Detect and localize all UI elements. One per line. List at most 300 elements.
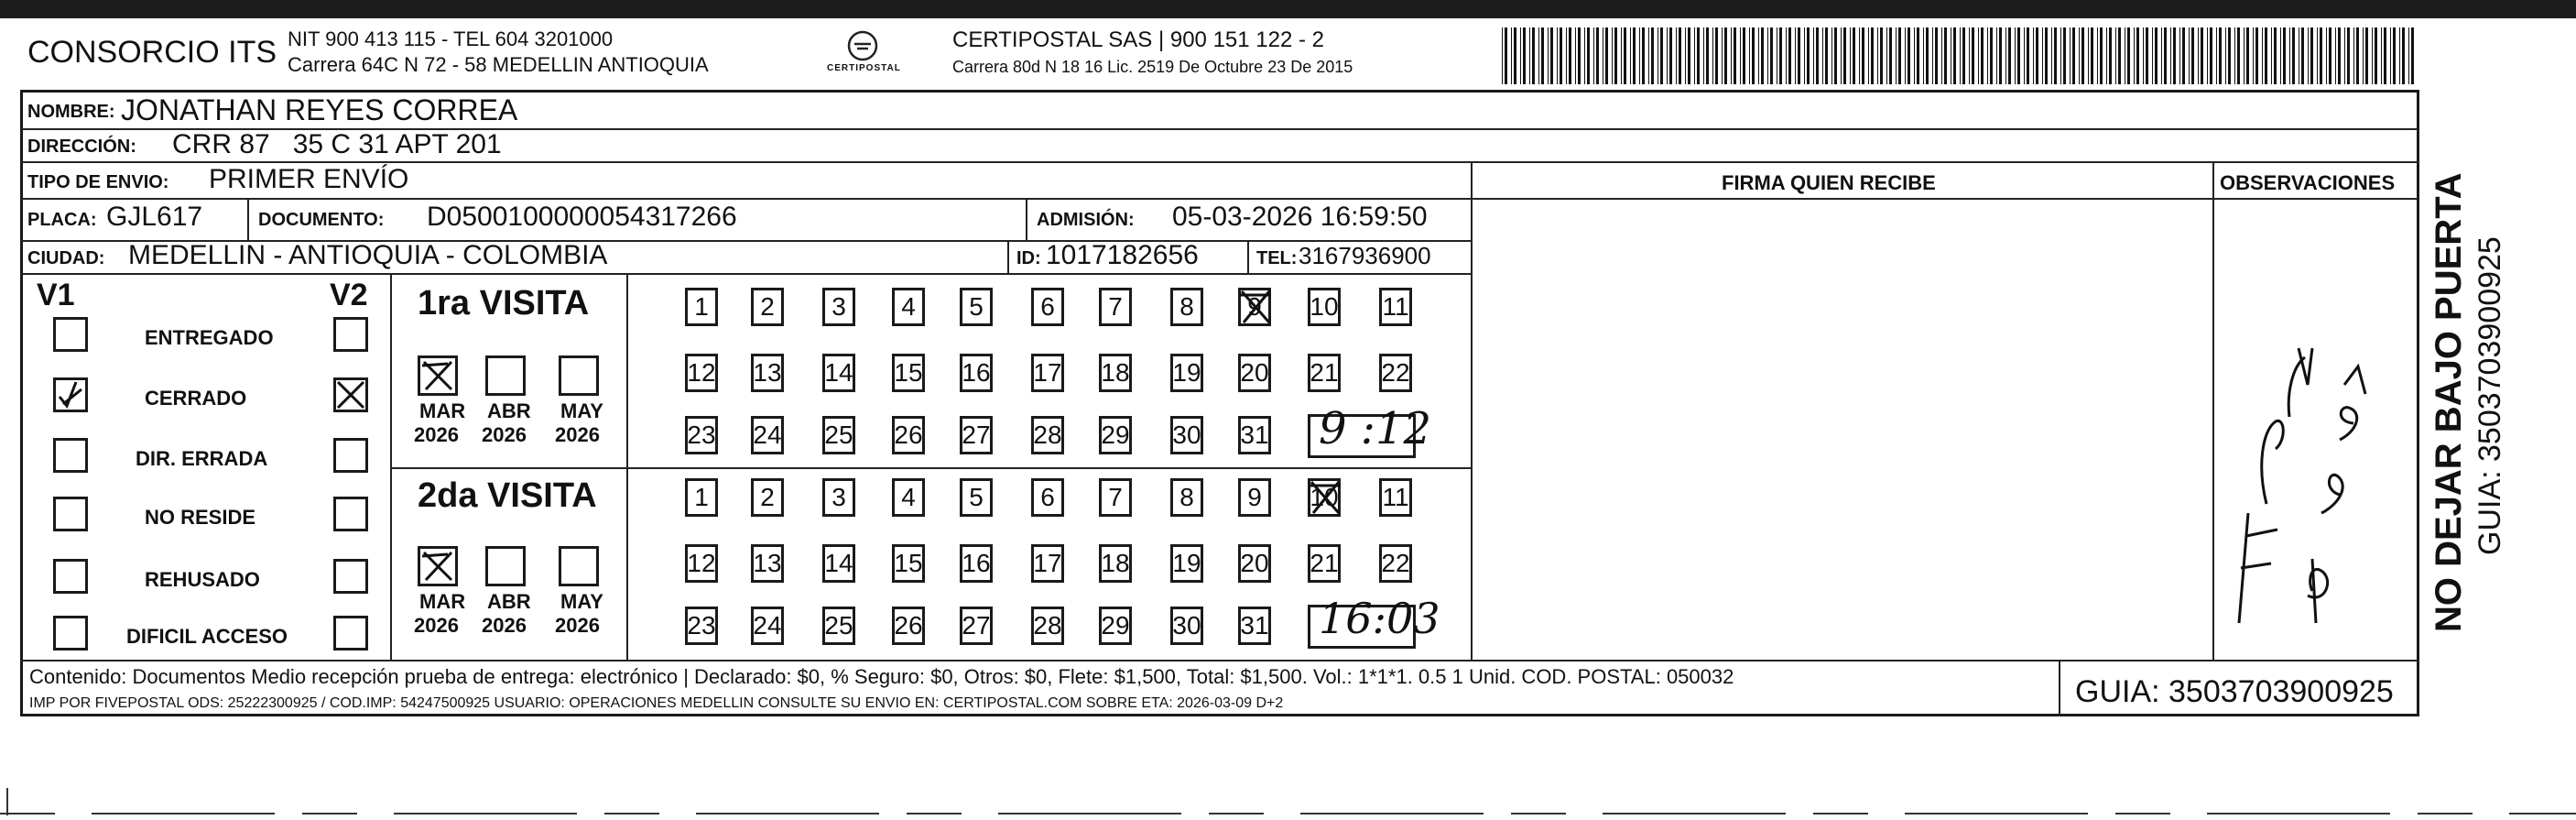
barcode-bar <box>1834 27 1837 84</box>
second-visit-day-box[interactable]: 20 <box>1238 544 1271 583</box>
barcode-bar <box>1575 27 1576 84</box>
barcode-bar <box>2317 27 2318 84</box>
v2-checkbox[interactable] <box>333 377 368 412</box>
barcode-bar <box>1557 27 1558 84</box>
barcode-bar <box>2136 27 2139 84</box>
barcode-bar <box>2381 27 2382 84</box>
barcode-bar <box>2262 27 2263 84</box>
barcode-bar <box>2402 27 2405 84</box>
admision-value: 05-03-2026 16:59:50 <box>1172 202 1428 232</box>
second-visit-day-box[interactable]: 9 <box>1238 478 1271 517</box>
barcode-bar <box>1953 27 1956 84</box>
second-visit-day-box[interactable]: 12 <box>685 544 718 583</box>
first-visit-day-box[interactable]: 7 <box>1099 288 1132 326</box>
first-visit-day-box[interactable]: 3 <box>822 288 855 326</box>
barcode-bar <box>1779 27 1782 84</box>
barcode-bar <box>1871 27 1874 84</box>
second-visit-day-box[interactable]: 2 <box>751 478 784 517</box>
barcode-bar <box>2207 27 2208 84</box>
first-visit-day-box[interactable]: 16 <box>960 354 993 392</box>
first-visit-day-box[interactable]: 8 <box>1170 288 1203 326</box>
first-visit-day-box[interactable]: 22 <box>1379 354 1412 392</box>
barcode-bar <box>1630 27 1631 84</box>
status-label: CERRADO <box>145 387 247 410</box>
barcode-bar <box>2265 27 2267 84</box>
barcode-bar <box>1694 27 1695 84</box>
barcode-bar <box>1593 27 1594 84</box>
barcode-bar <box>2097 27 2098 84</box>
second-visit-day-box[interactable]: 5 <box>960 478 993 517</box>
first-visit-month-box[interactable] <box>418 355 458 396</box>
contenido-text: Contenido: Documentos Medio recepción prueba de entrega: electrónico | Declarado: $0, % Seguro: $0, Otros: $0, Flete: $1,500, Total: $1,500. Vol.: 1*1*1. 0.5 1 Unid. COD. POSTAL: 050032 <box>29 665 1734 688</box>
barcode-bar <box>1612 27 1613 84</box>
barcode-bar <box>1685 27 1686 84</box>
top-edge-bar <box>0 0 2576 18</box>
first-visit-day-box[interactable]: 28 <box>1031 416 1064 454</box>
month-label: ABR <box>487 399 531 422</box>
year-label: 2026 <box>414 423 459 446</box>
barcode-bar <box>2356 27 2359 84</box>
barcode-bar <box>2042 27 2043 84</box>
documento-label: DOCUMENTO: <box>258 210 385 230</box>
second-visit-time: 16:03 <box>1319 594 1440 643</box>
barcode-bar <box>1749 27 1750 84</box>
first-visit-day-box[interactable]: 10 <box>1308 288 1341 326</box>
barcode-bar <box>1944 27 1947 84</box>
first-visit-day-box[interactable]: 14 <box>822 354 855 392</box>
barcode-bar <box>2363 27 2364 84</box>
first-visit-title: 1ra VISITA <box>418 284 590 323</box>
barcode-bar <box>1715 27 1718 84</box>
ciudad-value: MEDELLIN - ANTIOQUIA - COLOMBIA <box>128 240 608 270</box>
first-visit-month-box[interactable] <box>559 355 599 396</box>
barcode-bar <box>2072 27 2075 84</box>
barcode-bar <box>2179 27 2180 84</box>
barcode-bar <box>1868 27 1869 84</box>
observaciones-label: OBSERVACIONES <box>2220 171 2396 194</box>
first-visit-day-box[interactable]: 23 <box>685 416 718 454</box>
barcode-bar <box>2210 27 2212 84</box>
v2-checkbox[interactable] <box>333 616 368 651</box>
barcode-bar <box>2070 27 2071 84</box>
side-guia: GUIA: 3503703900925 <box>2473 236 2507 555</box>
tipo-value: PRIMER ENVÍO <box>209 164 409 194</box>
second-visit-day-box[interactable]: 6 <box>1031 478 1064 517</box>
day-mark-icon <box>1236 286 1275 333</box>
second-visit-month-box[interactable] <box>485 546 526 586</box>
first-visit-day-box[interactable]: 9 <box>1238 288 1271 326</box>
first-visit-day-box[interactable]: 30 <box>1170 416 1203 454</box>
barcode-bar <box>2338 27 2341 84</box>
barcode-bar <box>2216 27 2217 84</box>
barcode-bar <box>1962 27 1965 84</box>
logo-text: CERTIPOSTAL <box>827 63 901 73</box>
status-label: REHUSADO <box>145 568 260 591</box>
barcode-bar <box>1999 27 2002 84</box>
day-mark-icon <box>1306 476 1344 523</box>
barcode-bar <box>2036 27 2038 84</box>
barcode-bar <box>1969 27 1970 84</box>
barcode-bar <box>1972 27 1974 84</box>
barcode-bar <box>2326 27 2327 84</box>
barcode-bar <box>1697 27 1700 84</box>
status-label: ENTREGADO <box>145 326 274 349</box>
barcode-bar <box>1813 27 1814 84</box>
check-mark-icon <box>56 380 85 410</box>
year-label: 2026 <box>482 614 527 637</box>
year-label: 2026 <box>414 614 459 637</box>
barcode-bar <box>1679 27 1681 84</box>
barcode-bar <box>1926 27 1929 84</box>
first-visit-day-box[interactable]: 4 <box>892 288 925 326</box>
v1-checkbox[interactable] <box>53 497 88 531</box>
barcode-bar <box>1621 27 1622 84</box>
second-visit-day-box[interactable]: 25 <box>822 607 855 645</box>
barcode-bar <box>1541 27 1544 84</box>
barcode-bar <box>1761 27 1764 84</box>
first-visit-day-box[interactable]: 24 <box>751 416 784 454</box>
barcode-bar <box>1660 27 1663 84</box>
barcode-bar <box>2411 27 2414 84</box>
barcode-bar <box>1987 27 1988 84</box>
barcode-bar <box>1923 27 1924 84</box>
first-visit-day-box[interactable]: 27 <box>960 416 993 454</box>
barcode-bar <box>2390 27 2391 84</box>
v2-checkbox[interactable] <box>333 438 368 473</box>
barcode-bar <box>1648 27 1649 84</box>
v1-checkbox[interactable] <box>53 559 88 594</box>
barcode-bar <box>1996 27 1997 84</box>
second-visit-day-box[interactable]: 7 <box>1099 478 1132 517</box>
placa-label: PLACA: <box>27 210 97 230</box>
second-visit-day-box[interactable]: 4 <box>892 478 925 517</box>
second-visit-day-box[interactable]: 29 <box>1099 607 1132 645</box>
first-visit-month-box[interactable] <box>485 355 526 396</box>
first-visit-day-box[interactable]: 31 <box>1238 416 1271 454</box>
barcode-bar <box>1706 27 1709 84</box>
second-visit-day-box[interactable]: 11 <box>1379 478 1412 517</box>
barcode-bar <box>1786 27 1787 84</box>
first-visit-day-box[interactable]: 29 <box>1099 416 1132 454</box>
v1-checkbox[interactable] <box>53 616 88 651</box>
admision-label: ADMISIÓN: <box>1037 210 1135 230</box>
barcode-bar <box>2088 27 2089 84</box>
second-visit-day-box[interactable]: 22 <box>1379 544 1412 583</box>
v1-label: V1 <box>37 278 75 312</box>
barcode-bar <box>2091 27 2093 84</box>
barcode-bar <box>1538 27 1539 84</box>
cut-line <box>0 788 2576 815</box>
second-visit-day-box[interactable]: 3 <box>822 478 855 517</box>
barcode-bar <box>2283 27 2286 84</box>
barcode-bar <box>1990 27 1993 84</box>
barcode-bar <box>1981 27 1984 84</box>
barcode-bar <box>1905 27 1906 84</box>
documento-value: D0500100000054317266 <box>427 202 737 232</box>
barcode-bar <box>1688 27 1690 84</box>
barcode-bar <box>1587 27 1590 84</box>
barcode-bar <box>1877 27 1878 84</box>
barcode-bar <box>2308 27 2309 84</box>
barcode-bar <box>1850 27 1851 84</box>
barcode-bar <box>1560 27 1562 84</box>
barcode-bar <box>2191 27 2194 84</box>
barcode-bar <box>1605 27 1608 84</box>
barcode-bar <box>1798 27 1800 84</box>
first-visit-day-box[interactable]: 13 <box>751 354 784 392</box>
tel-value: 3167936900 <box>1299 242 1431 269</box>
v1-checkbox[interactable] <box>53 317 88 352</box>
direccion-value: CRR 87 35 C 31 APT 201 <box>172 129 502 159</box>
barcode-bar <box>2274 27 2277 84</box>
second-visit-day-box[interactable]: 28 <box>1031 607 1064 645</box>
barcode-bar <box>2271 27 2272 84</box>
year-label: 2026 <box>555 614 600 637</box>
barcode-bar <box>1859 27 1860 84</box>
month-label: MAR <box>419 399 466 422</box>
v2-checkbox[interactable] <box>333 559 368 594</box>
imp-text: IMP POR FIVEPOSTAL ODS: 25222300925 / COD.IMP: 54247500925 USUARIO: OPERACIONES MEDELLIN CONSULTE SU ENVIO EN: CERTIPOSTAL.COM SOBRE ETA: 2026-03-09 D+2 <box>29 695 1284 711</box>
barcode-bar <box>2310 27 2313 84</box>
barcode-bar <box>2155 27 2158 84</box>
first-visit-day-box[interactable]: 15 <box>892 354 925 392</box>
second-visit-day-box[interactable]: 30 <box>1170 607 1203 645</box>
barcode-bar <box>2045 27 2048 84</box>
barcode-bar <box>2347 27 2350 84</box>
barcode-bar <box>1807 27 1810 84</box>
barcode-bar <box>1532 27 1535 84</box>
barcode-bar <box>2170 27 2171 84</box>
x-mark-icon <box>420 358 455 393</box>
first-visit-day-box[interactable]: 20 <box>1238 354 1271 392</box>
status-label: DIFICIL ACCESO <box>126 625 288 648</box>
second-visit-day-box[interactable]: 14 <box>822 544 855 583</box>
first-visit-day-box[interactable]: 11 <box>1379 288 1412 326</box>
barcode-bar <box>1550 27 1553 84</box>
first-visit-day-box[interactable]: 5 <box>960 288 993 326</box>
barcode-bar <box>2015 27 2016 84</box>
barcode-bar <box>2164 27 2167 84</box>
barcode-bar <box>1505 27 1507 84</box>
barcode-bar <box>2320 27 2322 84</box>
second-visit-day-box[interactable]: 18 <box>1099 544 1132 583</box>
barcode-bar <box>1514 27 1516 84</box>
v1-checkbox[interactable] <box>53 438 88 473</box>
barcode-bar <box>2173 27 2176 84</box>
first-visit-day-box[interactable]: 25 <box>822 416 855 454</box>
nombre-label: NOMBRE: <box>27 102 115 122</box>
barcode-bar <box>1667 27 1668 84</box>
barcode-bar <box>2301 27 2304 84</box>
barcode-bar <box>2118 27 2121 84</box>
year-label: 2026 <box>482 423 527 446</box>
month-label: MAY <box>560 399 603 422</box>
barcode-bar <box>1743 27 1745 84</box>
barcode-bar <box>2353 27 2354 84</box>
barcode-bar <box>1841 27 1842 84</box>
second-visit-day-box[interactable]: 23 <box>685 607 718 645</box>
barcode-bar <box>1816 27 1819 84</box>
barcode-bar <box>2024 27 2025 84</box>
barcode-bar <box>2127 27 2130 84</box>
barcode-bar <box>2234 27 2235 84</box>
barcode-bar <box>1731 27 1732 84</box>
first-visit-day-box[interactable]: 1 <box>685 288 718 326</box>
barcode-bar <box>1978 27 1979 84</box>
barcode-bar <box>1941 27 1942 84</box>
second-visit-month-box[interactable] <box>559 546 599 586</box>
barcode-bar <box>1511 27 1512 84</box>
second-visit-day-box[interactable]: 13 <box>751 544 784 583</box>
first-visit-day-box[interactable]: 18 <box>1099 354 1132 392</box>
nombre-value: JONATHAN REYES CORREA <box>121 93 518 126</box>
barcode-bar <box>2329 27 2331 84</box>
barcode-bar <box>1569 27 1571 84</box>
barcode-bar <box>2237 27 2240 84</box>
barcode-bar <box>1578 27 1581 84</box>
second-visit-day-box[interactable]: 26 <box>892 607 925 645</box>
barcode-bar <box>1896 27 1897 84</box>
barcode-bar <box>1917 27 1919 84</box>
barcode-bar <box>2219 27 2222 84</box>
v2-checkbox[interactable] <box>333 317 368 352</box>
barcode-bar <box>1908 27 1910 84</box>
second-visit-title: 2da VISITA <box>418 476 597 515</box>
barcode-bar <box>1724 27 1727 84</box>
second-visit-day-box[interactable]: 15 <box>892 544 925 583</box>
v2-checkbox[interactable] <box>333 497 368 531</box>
company-nit: NIT 900 413 115 - TEL 604 3201000 <box>288 27 614 50</box>
first-visit-day-box[interactable]: 26 <box>892 416 925 454</box>
barcode-bar <box>2228 27 2231 84</box>
barcode-bar <box>2189 27 2190 84</box>
footer-guia: GUIA: 3503703900925 <box>2075 674 2394 709</box>
barcode-bar <box>1642 27 1645 84</box>
v2-label: V2 <box>330 278 368 312</box>
barcode-bar <box>2081 27 2084 84</box>
second-visit-day-box[interactable]: 24 <box>751 607 784 645</box>
barcode-bar <box>1831 27 1832 84</box>
barcode-bar <box>1914 27 1915 84</box>
month-label: MAR <box>419 590 466 613</box>
barcode-bar <box>2109 27 2112 84</box>
first-visit-day-box[interactable]: 21 <box>1308 354 1341 392</box>
first-visit-time: 9 :12 <box>1319 403 1432 454</box>
second-visit-day-box[interactable]: 19 <box>1170 544 1203 583</box>
barcode-bar <box>2280 27 2281 84</box>
second-visit-day-box[interactable]: 17 <box>1031 544 1064 583</box>
barcode-bar <box>1614 27 1617 84</box>
first-visit-day-box[interactable]: 17 <box>1031 354 1064 392</box>
second-visit-month-box[interactable] <box>418 546 458 586</box>
barcode-bar <box>2182 27 2185 84</box>
barcode-bar <box>1529 27 1530 84</box>
barcode-bar <box>1843 27 1846 84</box>
barcode-bar <box>1862 27 1864 84</box>
barcode-bar <box>1770 27 1773 84</box>
barcode-bar <box>2225 27 2226 84</box>
barcode-bar <box>2292 27 2295 84</box>
second-visit-day-box[interactable]: 31 <box>1238 607 1271 645</box>
month-label: MAY <box>560 590 603 613</box>
second-visit-day-box[interactable]: 1 <box>685 478 718 517</box>
barcode-bar <box>1788 27 1791 84</box>
second-visit-day-box[interactable]: 16 <box>960 544 993 583</box>
first-visit-day-box[interactable]: 19 <box>1170 354 1203 392</box>
barcode-bar <box>1566 27 1567 84</box>
x-mark-icon <box>336 380 365 410</box>
barcode-bar <box>2115 27 2116 84</box>
direccion-label: DIRECCIÓN: <box>27 137 136 157</box>
year-label: 2026 <box>555 423 600 446</box>
barcode-bar <box>2100 27 2103 84</box>
barcode-bar <box>1523 27 1526 84</box>
id-label: ID: <box>1016 248 1041 268</box>
barcode-bar <box>2393 27 2396 84</box>
no-dejar-bajo-puerta: NO DEJAR BAJO PUERTA <box>2429 172 2469 632</box>
barcode-bar <box>1889 27 1892 84</box>
id-value: 1017182656 <box>1046 240 1199 270</box>
barcode-bar <box>1596 27 1599 84</box>
barcode-bar <box>1722 27 1723 84</box>
second-visit-day-box[interactable]: 21 <box>1308 544 1341 583</box>
barcode-bar <box>1853 27 1855 84</box>
barcode-bar <box>2060 27 2061 84</box>
barcode-bar <box>2017 27 2020 84</box>
barcode-bar <box>1752 27 1755 84</box>
barcode-bar <box>2027 27 2029 84</box>
barcode-bar <box>2134 27 2135 84</box>
barcode-bar <box>2152 27 2153 84</box>
barcode-bar <box>1669 27 1672 84</box>
v1-checkbox[interactable] <box>53 377 88 412</box>
barcode-bar <box>1767 27 1768 84</box>
barcode-bar <box>1624 27 1626 84</box>
x-mark-icon <box>420 549 455 584</box>
barcode-bar <box>1740 27 1741 84</box>
barcode-bar <box>2399 27 2400 84</box>
barcode-bar <box>2051 27 2052 84</box>
barcode-bar <box>2246 27 2249 84</box>
barcode-bar <box>2143 27 2144 84</box>
second-visit-day-box[interactable]: 10 <box>1308 478 1341 517</box>
first-visit-day-box[interactable]: 12 <box>685 354 718 392</box>
second-visit-day-box[interactable]: 8 <box>1170 478 1203 517</box>
barcode-bar <box>2365 27 2368 84</box>
barcode-bar <box>1935 27 1938 84</box>
second-visit-day-box[interactable]: 27 <box>960 607 993 645</box>
barcode-bar <box>1886 27 1887 84</box>
barcode-bar <box>1804 27 1805 84</box>
barcode-bar <box>2146 27 2148 84</box>
barcode-bar <box>1712 27 1713 84</box>
barcode-bar <box>2335 27 2336 84</box>
courier-address: Carrera 80d N 18 16 Lic. 2519 De Octubre 23 De 2015 <box>952 58 1353 76</box>
first-visit-day-box[interactable]: 6 <box>1031 288 1064 326</box>
barcode-bar <box>1633 27 1636 84</box>
status-label: NO RESIDE <box>145 506 256 529</box>
barcode-bar <box>2198 27 2199 84</box>
barcode-bar <box>1734 27 1736 84</box>
barcode-bar <box>2005 27 2006 84</box>
barcode-bar <box>2289 27 2290 84</box>
barcode-bar <box>2106 27 2107 84</box>
barcode-bar <box>1880 27 1883 84</box>
barcode-bar <box>2408 27 2409 84</box>
status-label: DIR. ERRADA <box>136 447 268 470</box>
first-visit-day-box[interactable]: 2 <box>751 288 784 326</box>
barcode-bar <box>1825 27 1828 84</box>
